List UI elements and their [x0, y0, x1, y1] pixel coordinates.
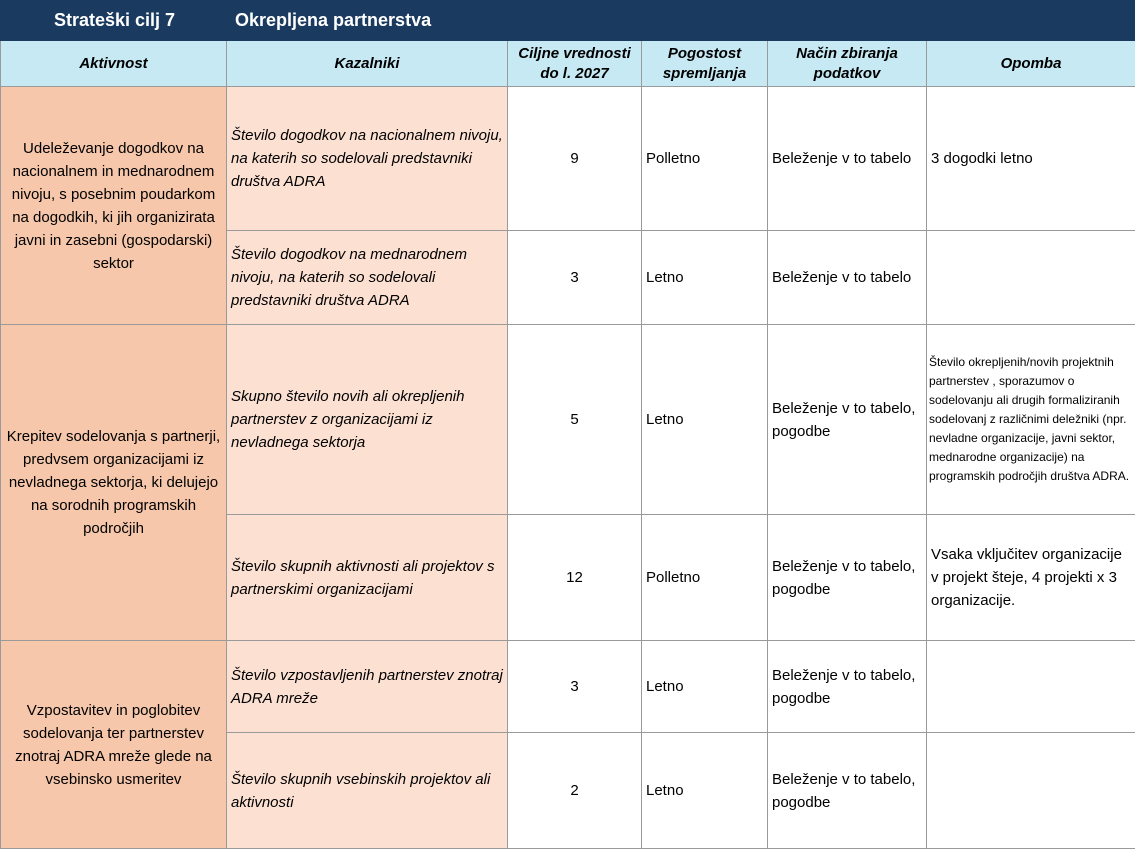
- note-cell: [927, 733, 1135, 849]
- target-value-cell: 5: [508, 325, 642, 515]
- frequency-cell: Polletno: [642, 87, 768, 231]
- method-cell: Beleženje v to tabelo: [768, 231, 927, 325]
- goal-title-row: [1, 1, 1135, 41]
- method-cell: Beleženje v to tabelo: [768, 87, 927, 231]
- table-row: [1, 87, 1135, 231]
- method-cell: Beleženje v to tabelo, pogodbe: [768, 733, 927, 849]
- activity-cell: Vzpostavitev in poglobitev sodelovanja ter partnerstev znotraj ADRA mreže glede na vsebinsko usmeritev: [1, 641, 227, 849]
- goal-label: Strateški cilj 7: [1, 1, 227, 41]
- header-kazalniki: Kazalniki: [227, 41, 508, 87]
- header-aktivnost: Aktivnost: [1, 41, 227, 87]
- activity-cell: Krepitev sodelovanja s partnerji, predvsem organizacijami iz nevladnega sektorja, ki delujejo na sorodnih programskih področjih: [1, 325, 227, 641]
- header-ciljne-vrednosti: Ciljne vrednosti do l. 2027: [508, 41, 642, 87]
- target-value-cell: 9: [508, 87, 642, 231]
- indicator-cell: Število skupnih aktivnosti ali projektov s partnerskimi organizacijami: [227, 515, 508, 641]
- frequency-cell: Letno: [642, 641, 768, 733]
- target-value-cell: 3: [508, 231, 642, 325]
- goal-name: Okrepljena partnerstva: [227, 1, 1135, 41]
- header-opomba: Opomba: [927, 41, 1135, 87]
- target-value-cell: 2: [508, 733, 642, 849]
- target-value-cell: 12: [508, 515, 642, 641]
- indicator-cell: Število dogodkov na nacionalnem nivoju, na katerih so sodelovali predstavniki društva ADRA: [227, 87, 508, 231]
- indicator-cell: Število dogodkov na mednarodnem nivoju, na katerih so sodelovali predstavniki društva ADRA: [227, 231, 508, 325]
- header-pogostost: Pogostost spremljanja: [642, 41, 768, 87]
- frequency-cell: Letno: [642, 325, 768, 515]
- method-cell: Beleženje v to tabelo, pogodbe: [768, 515, 927, 641]
- target-value-cell: 3: [508, 641, 642, 733]
- frequency-cell: Letno: [642, 231, 768, 325]
- indicator-cell: Skupno število novih ali okrepljenih partnerstev z organizacijami iz nevladnega sektorja: [227, 325, 508, 515]
- table-row: [1, 325, 1135, 515]
- note-cell: Vsaka vključitev organizacije v projekt šteje, 4 projekti x 3 organizacije.: [927, 515, 1135, 641]
- frequency-cell: Polletno: [642, 515, 768, 641]
- frequency-cell: Letno: [642, 733, 768, 849]
- note-cell: 3 dogodki letno: [927, 87, 1135, 231]
- indicator-cell: Število skupnih vsebinskih projektov ali aktivnosti: [227, 733, 508, 849]
- note-cell: [927, 231, 1135, 325]
- activity-cell: Udeleževanje dogodkov na nacionalnem in mednarodnem nivoju, s posebnim poudarkom na dogodkih, ki jih organizirata javni in zasebni (gospodarski) sektor: [1, 87, 227, 325]
- table-row: [1, 641, 1135, 733]
- note-cell: [927, 641, 1135, 733]
- method-cell: Beleženje v to tabelo, pogodbe: [768, 325, 927, 515]
- column-header-row: [1, 41, 1135, 87]
- header-nacin: Način zbiranja podatkov: [768, 41, 927, 87]
- note-cell: Število okrepljenih/novih projektnih partnerstev , sporazumov o sodelovanju ali drugih formaliziranih sodelovanj z različnimi deležniki (npr. nevladne organizacije, javni sektor, mednarodne organizacije) na programskih področjih društva ADRA.: [927, 325, 1135, 515]
- method-cell: Beleženje v to tabelo, pogodbe: [768, 641, 927, 733]
- indicator-cell: Število vzpostavljenih partnerstev znotraj ADRA mreže: [227, 641, 508, 733]
